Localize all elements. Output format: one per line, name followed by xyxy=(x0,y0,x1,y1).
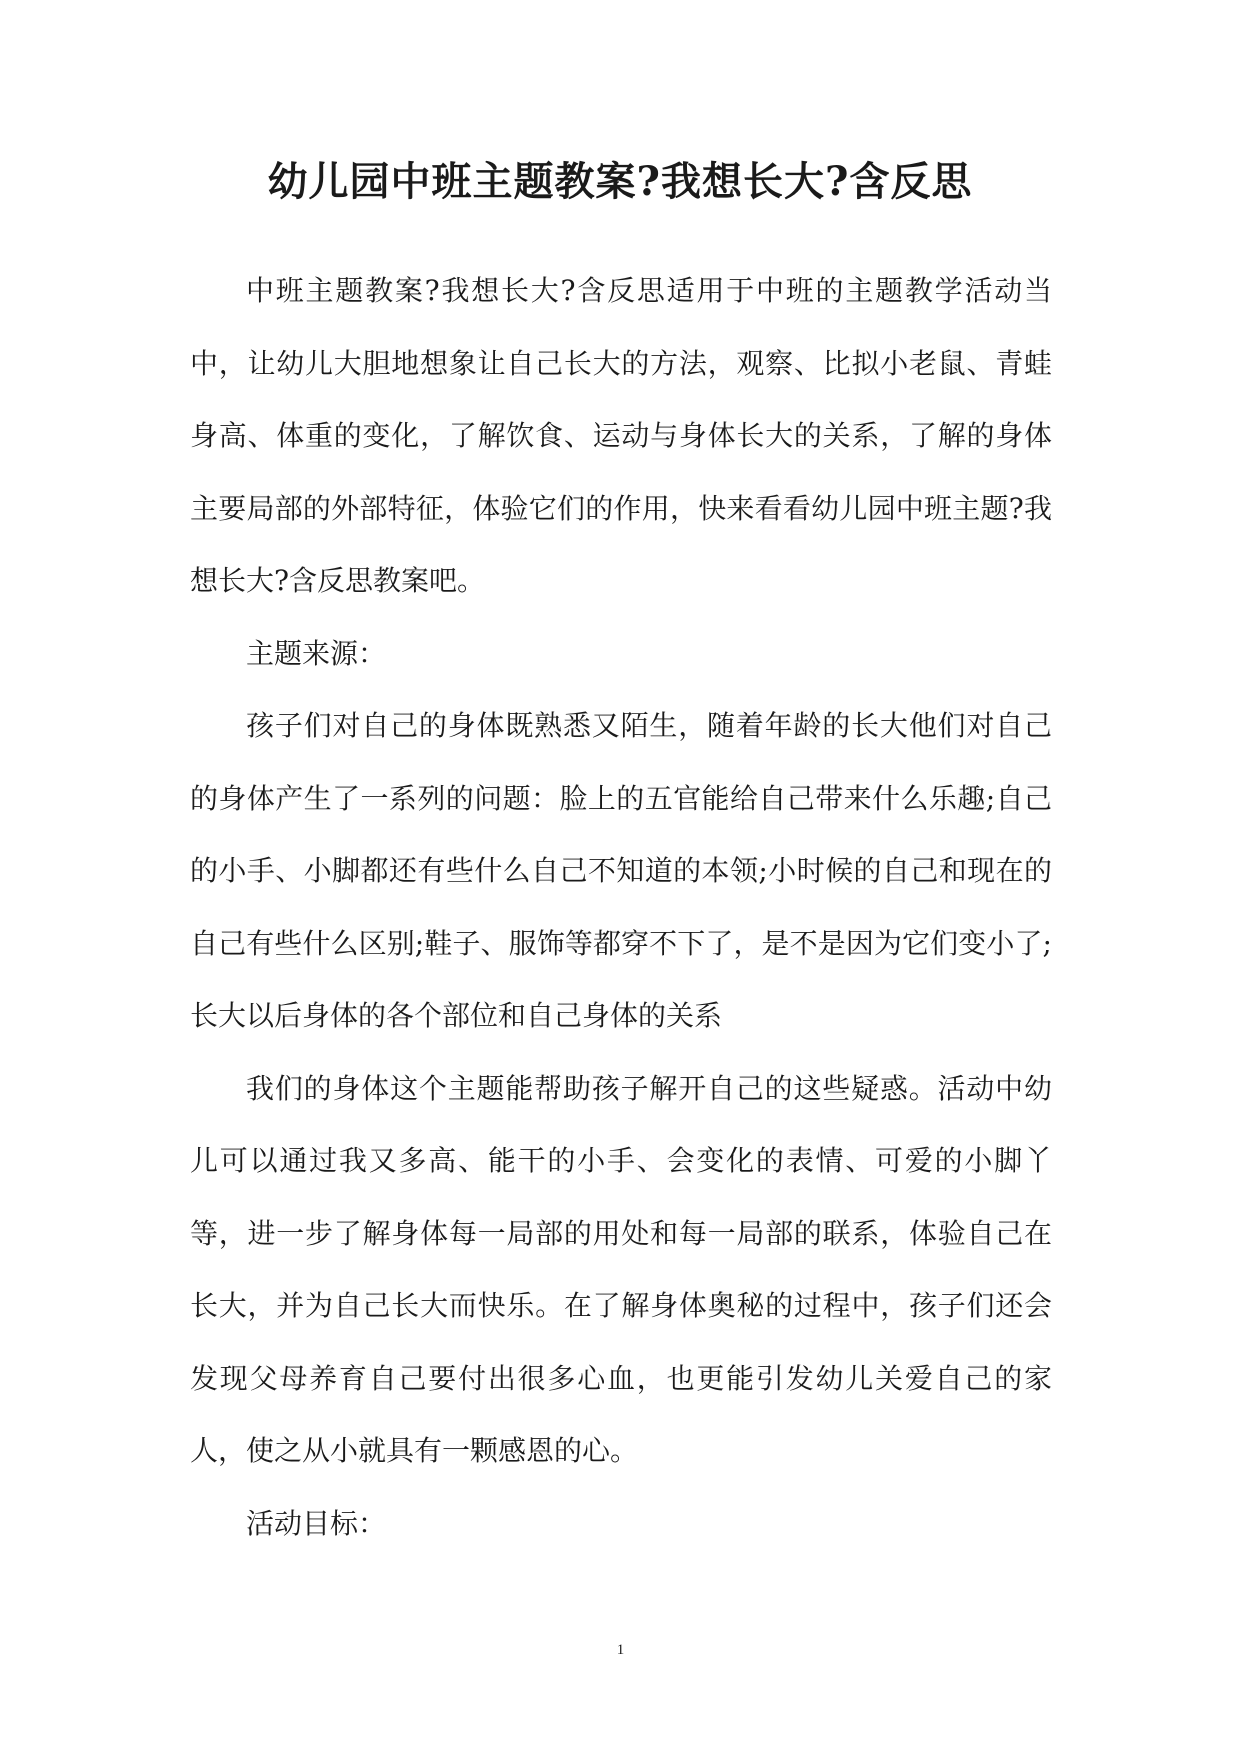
paragraph-activity-goals-heading: 活动目标： xyxy=(246,1506,387,1540)
document-title: 幼儿园中班主题教案?我想长大?含反思 xyxy=(267,158,973,205)
paragraph-theme-benefit: 我们的身体这个主题能帮助孩子解开自己的这些疑惑。活动中幼儿可以通过我又多高、能干的小手、会变化的表情、可爱的小脚丫等，进一步了解身体每一局部的用处和每一局部的联系，体验自己在长大，并为自己长大而快乐。在了解身体奥秘的过程中，孩子们还会发现父母养育自己要付出很多心血，也更能引发幼儿关爱自己的家人，使之从小就具有一颗感恩的心。 xyxy=(190,1071,1052,1467)
paragraph-intro: 中班主题教案?我想长大?含反思适用于中班的主题教学活动当中，让幼儿大胆地想象让自己长大的方法，观察、比拟小老鼠、青蛙身高、体重的变化，了解饮食、运动与身体长大的关系，了解的身体主要局部的外部特征，体验它们的作用，快来看看幼儿园中班主题?我想长大?含反思教案吧。 xyxy=(190,274,1052,597)
paragraph-theme-source-heading: 主题来源： xyxy=(246,636,387,670)
document-body xyxy=(190,255,1052,1560)
paragraph-theme-source: 孩子们对自己的身体既熟悉又陌生，随着年龄的长大他们对自己的身体产生了一系列的问题：脸上的五官能给自己带来什么乐趣;自己的小手、小脚都还有些什么自己不知道的本领;小时候的自己和现在的自己有些什么区别;鞋子、服饰等都穿不下了，是不是因为它们变小了;长大以后身体的各个部位和自己身体的关系 xyxy=(190,709,1052,1032)
page-number: 1 xyxy=(616,1642,625,1658)
